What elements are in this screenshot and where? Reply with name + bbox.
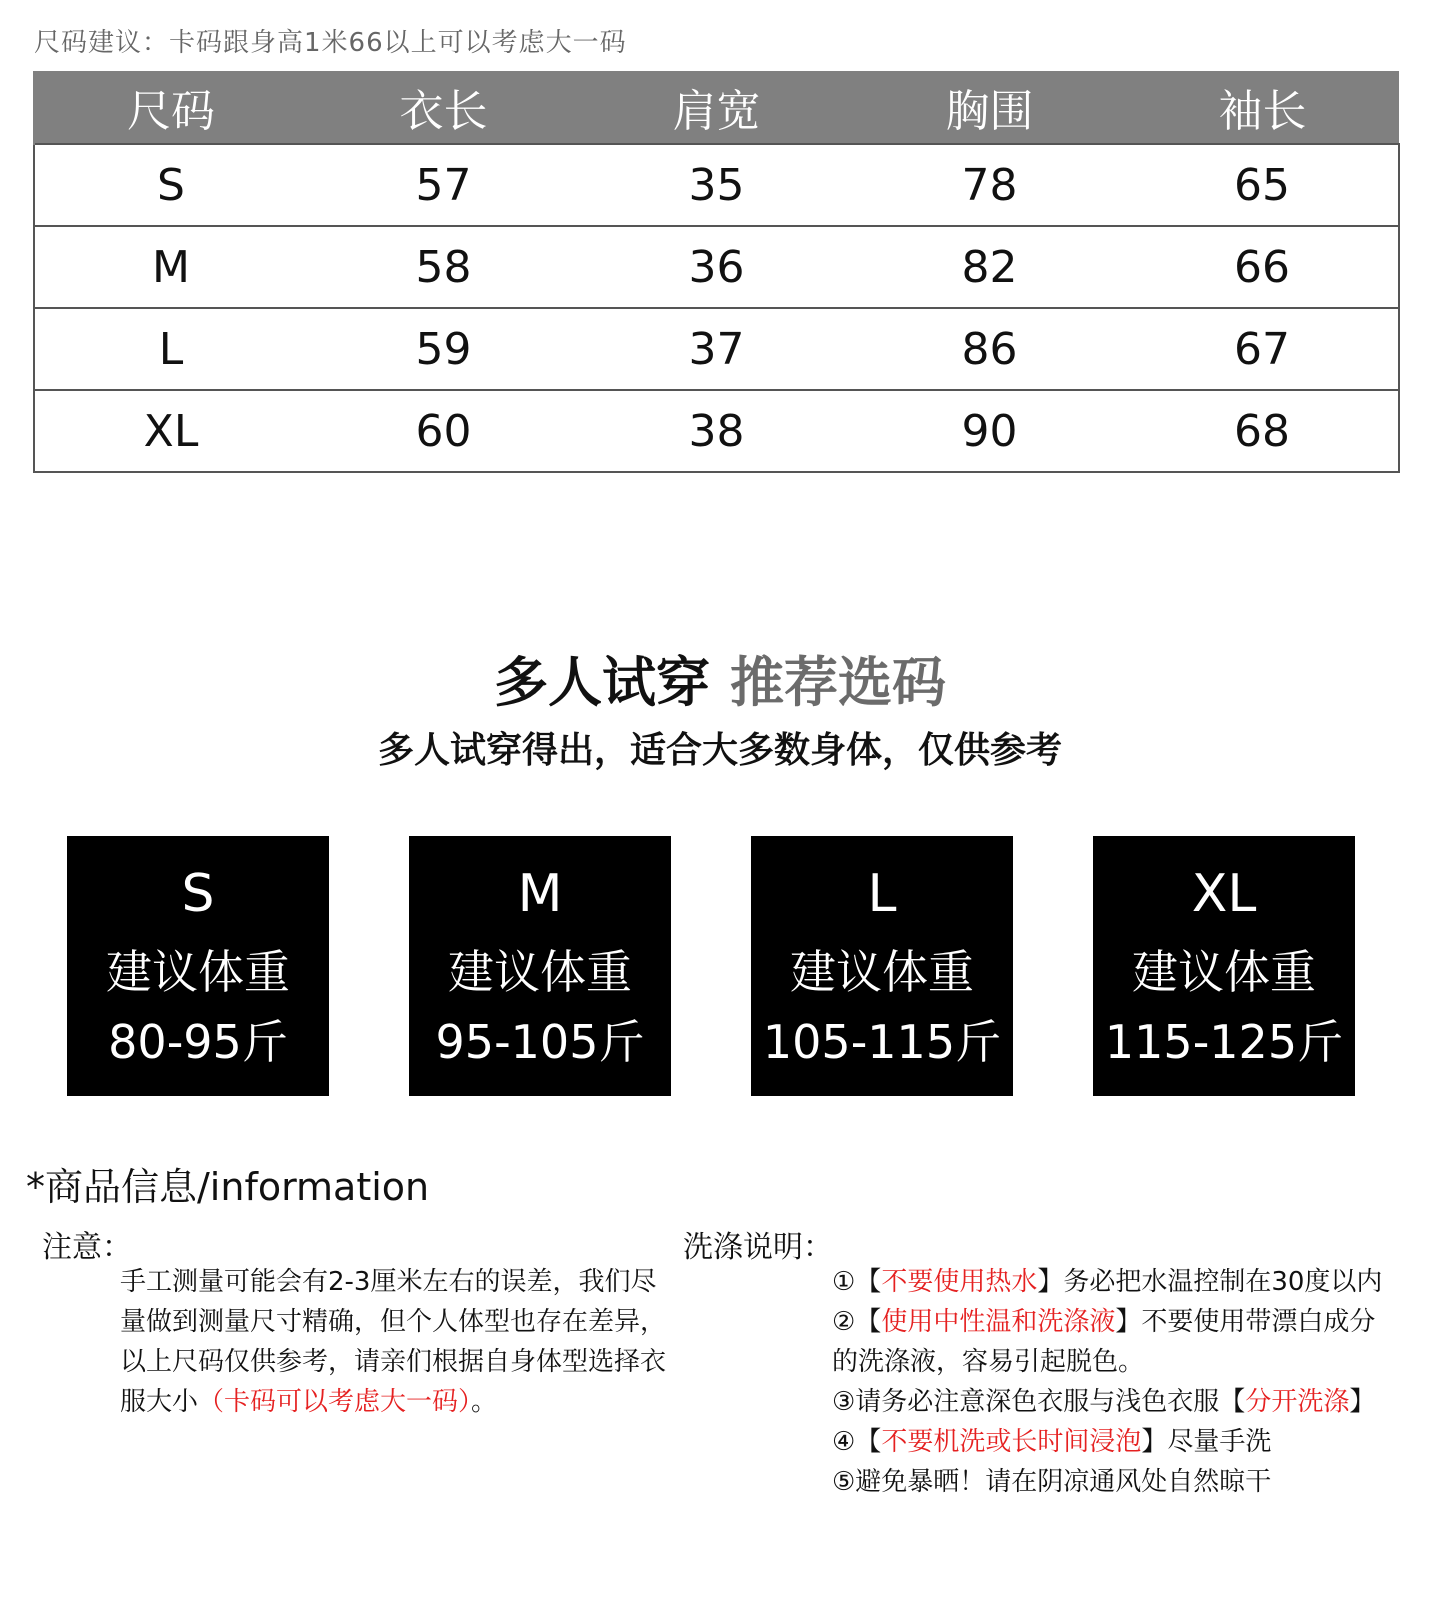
- table-cell: M: [34, 226, 307, 308]
- table-row: [34, 308, 1399, 390]
- wash-text: ③请务必注意深色衣服与浅色衣服【: [832, 1387, 1246, 1417]
- header-sleeve: 袖长: [1126, 71, 1399, 144]
- notes-red-text: （卡码可以考虑大一码）: [198, 1387, 472, 1417]
- card-weight: 95-105斤: [435, 1015, 645, 1069]
- card-weight: 105-115斤: [762, 1015, 1002, 1069]
- recommend-title: [0, 640, 1440, 717]
- card-label: 建议体重: [1132, 945, 1316, 999]
- table-cell: 57: [307, 144, 580, 226]
- wash-red-text: 不要机洗或长时间浸泡: [881, 1427, 1142, 1457]
- wash-item: [832, 1342, 1432, 1382]
- size-chart-table: [33, 71, 1400, 473]
- wash-text: ①【: [832, 1267, 882, 1297]
- weight-card-xl: [1093, 836, 1355, 1096]
- card-label: 建议体重: [106, 945, 290, 999]
- wash-text: 】尽量手洗: [1141, 1427, 1272, 1457]
- weight-card-l: [751, 836, 1013, 1096]
- wash-text: ④【: [832, 1427, 882, 1457]
- weight-card-s: [67, 836, 329, 1096]
- wash-text: 的洗涤液，容易引起脱色。: [832, 1347, 1145, 1377]
- card-label: 建议体重: [448, 945, 632, 999]
- product-info-heading: *商品信息/information: [26, 1165, 430, 1209]
- table-cell: 86: [853, 308, 1126, 390]
- size-advice-note: 尺码建议：卡码跟身高1米66以上可以考虑大一码: [34, 28, 627, 58]
- table-cell: 67: [1126, 308, 1399, 390]
- table-cell: 35: [580, 144, 853, 226]
- card-size: L: [867, 864, 897, 924]
- table-cell: 90: [853, 390, 1126, 472]
- wash-red-text: 分开洗涤: [1245, 1387, 1350, 1417]
- recommend-title-dark: 多人试穿: [494, 651, 710, 714]
- recommend-title-gray: 推荐选码: [730, 651, 946, 714]
- table-cell: 65: [1126, 144, 1399, 226]
- wash-text: 】不要使用带漂白成分: [1115, 1307, 1376, 1337]
- card-size: M: [517, 864, 563, 924]
- table-cell: 58: [307, 226, 580, 308]
- card-weight: 115-125斤: [1104, 1015, 1344, 1069]
- table-cell: 59: [307, 308, 580, 390]
- table-cell: XL: [34, 390, 307, 472]
- header-shoulder: 肩宽: [580, 71, 853, 144]
- card-size: XL: [1191, 864, 1257, 924]
- table-header-row: [34, 71, 1399, 144]
- header-chest: 胸围: [853, 71, 1126, 144]
- wash-item: [832, 1462, 1432, 1502]
- table-row: [34, 390, 1399, 472]
- wash-heading: 洗涤说明：: [683, 1230, 833, 1265]
- table-cell: 82: [853, 226, 1126, 308]
- wash-red-text: 使用中性温和洗涤液: [881, 1307, 1116, 1337]
- wash-text: ②【: [832, 1307, 882, 1337]
- wash-red-text: 不要使用热水: [881, 1267, 1038, 1297]
- recommend-subtitle: 多人试穿得出，适合大多数身体，仅供参考: [377, 730, 1062, 771]
- card-size: S: [181, 864, 215, 924]
- table-cell: S: [34, 144, 307, 226]
- notes-body: [120, 1262, 680, 1422]
- wash-text: ⑤避免暴晒！请在阴凉通风处自然晾干: [832, 1467, 1272, 1497]
- wash-text: 】: [1349, 1387, 1376, 1417]
- table-cell: 66: [1126, 226, 1399, 308]
- table-cell: L: [34, 308, 307, 390]
- table-cell: 36: [580, 226, 853, 308]
- table-cell: 60: [307, 390, 580, 472]
- header-length: 衣长: [307, 71, 580, 144]
- table-cell: 68: [1126, 390, 1399, 472]
- table-row: [34, 144, 1399, 226]
- card-weight: 80-95斤: [108, 1015, 288, 1069]
- wash-text: 】务必把水温控制在30度以内: [1037, 1267, 1383, 1297]
- weight-card-m: [409, 836, 671, 1096]
- wash-item: [832, 1422, 1432, 1462]
- wash-item: [832, 1302, 1432, 1342]
- wash-instructions: [832, 1262, 1432, 1502]
- table-cell: 78: [853, 144, 1126, 226]
- table-cell: 37: [580, 308, 853, 390]
- table-row: [34, 226, 1399, 308]
- table-cell: 38: [580, 390, 853, 472]
- notes-end: 。: [471, 1387, 498, 1417]
- notes-text: 手工测量可能会有2-3厘米左右的误差，我们尽量做到测量尺寸精确，但个人体型也存在差异，以上尺码仅供参考，请亲们根据自身体型选择衣服大小: [120, 1267, 667, 1417]
- weight-cards: [0, 836, 1440, 1096]
- header-size: 尺码: [34, 71, 307, 144]
- notes-heading: 注意：: [42, 1230, 132, 1265]
- wash-item: [832, 1382, 1432, 1422]
- card-label: 建议体重: [790, 945, 974, 999]
- wash-item: [832, 1262, 1432, 1302]
